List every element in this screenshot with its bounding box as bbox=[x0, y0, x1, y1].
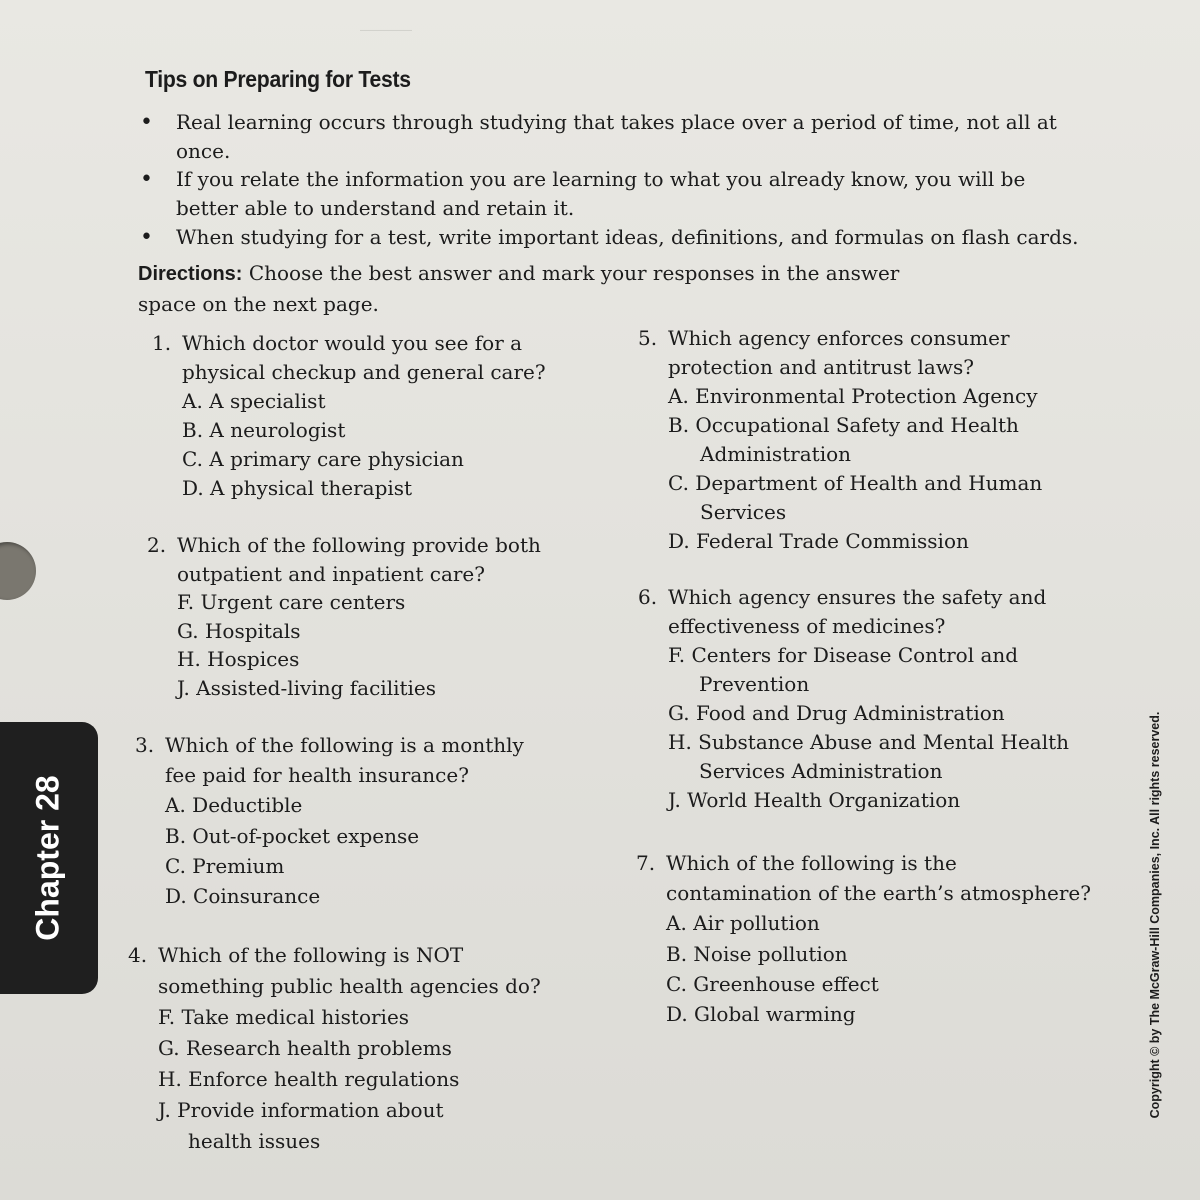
chapter-tab-label: Chapter 28 bbox=[29, 775, 66, 941]
stem-line: protection and antitrust laws? bbox=[668, 355, 974, 379]
question-number: 3. bbox=[135, 733, 155, 757]
answer-option[interactable]: C. Greenhouse effect bbox=[666, 971, 879, 996]
stem-line: Which of the following provide both bbox=[177, 533, 541, 557]
answer-option[interactable]: D. Federal Trade Commission bbox=[668, 529, 969, 553]
question-number: 6. bbox=[638, 585, 658, 609]
directions-text: Choose the best answer and mark your responses in the answer space on the next page. bbox=[138, 261, 900, 316]
question-3 bbox=[135, 730, 575, 911]
answer-option[interactable]: C. Premium bbox=[165, 853, 285, 878]
bullet-icon: • bbox=[140, 225, 153, 250]
tip-text: When studying for a test, write important ideas, definitions, and formulas on flash cards. bbox=[176, 225, 1079, 249]
question-5 bbox=[638, 324, 1088, 556]
tip-text: Real learning occurs through studying that takes place over a period of time, not all at once. bbox=[176, 110, 1057, 163]
tip-text: If you relate the information you are learning to what you already know, you will be better able to understand and retain it. bbox=[176, 167, 1026, 220]
question-number: 7. bbox=[636, 851, 656, 875]
tip-item bbox=[140, 165, 1080, 223]
answer-option[interactable]: D. A physical therapist bbox=[182, 476, 413, 500]
answer-option[interactable]: A. Deductible bbox=[165, 793, 303, 818]
question-7 bbox=[636, 848, 1096, 1029]
question-number: 5. bbox=[638, 326, 658, 350]
question-stem bbox=[638, 583, 1088, 612]
answer-option[interactable]: J. Assisted-living facilities bbox=[177, 675, 437, 700]
stem-line: effectiveness of medicines? bbox=[668, 614, 946, 638]
question-stem bbox=[636, 848, 1096, 878]
answer-option[interactable]: D. Global warming bbox=[666, 1002, 856, 1027]
answer-option-continuation: Prevention bbox=[699, 672, 810, 696]
page-title: Tips on Preparing for Tests bbox=[145, 66, 411, 92]
stem-line: outpatient and inpatient care? bbox=[177, 561, 485, 586]
tip-item bbox=[140, 223, 1080, 252]
stem-line: Which of the following is the bbox=[666, 851, 957, 875]
question-stem bbox=[638, 324, 1088, 353]
copyright-notice: Copyright © by The McGraw-Hill Companies, Inc. All rights reserved. bbox=[1148, 711, 1162, 1119]
question-2 bbox=[147, 531, 587, 702]
directions-label: Directions: bbox=[138, 263, 243, 285]
answer-option[interactable]: F. Centers for Disease Control and bbox=[668, 643, 1019, 667]
question-number: 2. bbox=[147, 533, 167, 557]
directions bbox=[138, 258, 918, 319]
question-stem bbox=[128, 940, 588, 971]
answer-option[interactable]: A. A specialist bbox=[182, 389, 326, 413]
answer-option-continuation: Administration bbox=[700, 442, 852, 466]
answer-option[interactable]: G. Food and Drug Administration bbox=[668, 701, 1005, 725]
stem-line: Which of the following is a monthly bbox=[165, 733, 524, 757]
answer-option[interactable]: G. Research health problems bbox=[158, 1036, 452, 1060]
stem-line: Which agency ensures the safety and bbox=[668, 585, 1047, 609]
stem-line: something public health agencies do? bbox=[158, 974, 541, 998]
binder-hole bbox=[0, 542, 36, 600]
answer-option[interactable]: B. A neurologist bbox=[182, 418, 346, 442]
answer-option[interactable]: G. Hospitals bbox=[177, 618, 301, 643]
tip-item bbox=[140, 108, 1080, 166]
answer-option[interactable]: H. Substance Abuse and Mental Health bbox=[668, 730, 1070, 754]
question-4 bbox=[128, 940, 588, 1157]
answer-option-continuation: Services bbox=[700, 500, 787, 524]
answer-option[interactable]: F. Urgent care centers bbox=[177, 590, 406, 614]
stem-line: contamination of the earth’s atmosphere? bbox=[666, 881, 1091, 906]
question-stem bbox=[152, 329, 592, 358]
answer-option[interactable]: B. Out-of-pocket expense bbox=[165, 823, 420, 848]
answer-option[interactable]: C. A primary care physician bbox=[182, 447, 464, 471]
answer-option[interactable]: F. Take medical histories bbox=[158, 1005, 410, 1029]
answer-option[interactable]: C. Department of Health and Human bbox=[668, 471, 1043, 495]
answer-option-continuation: health issues bbox=[188, 1129, 321, 1153]
question-stem bbox=[147, 531, 587, 560]
answer-option[interactable]: J. Provide information about bbox=[158, 1098, 444, 1122]
question-stem bbox=[135, 730, 575, 760]
answer-option[interactable]: B. Noise pollution bbox=[666, 941, 848, 966]
stem-line: physical checkup and general care? bbox=[182, 360, 546, 384]
answer-option[interactable]: D. Coinsurance bbox=[165, 884, 321, 909]
answer-option[interactable]: H. Hospices bbox=[177, 647, 300, 671]
answer-option[interactable]: B. Occupational Safety and Health bbox=[668, 413, 1019, 437]
answer-option[interactable]: H. Enforce health regulations bbox=[158, 1067, 460, 1091]
question-number: 4. bbox=[128, 943, 148, 967]
stem-line: Which of the following is NOT bbox=[158, 943, 464, 967]
stem-line: fee paid for health insurance? bbox=[165, 763, 469, 788]
stem-line: Which agency enforces consumer bbox=[668, 326, 1010, 350]
question-number: 1. bbox=[152, 331, 172, 355]
bullet-icon: • bbox=[140, 167, 153, 192]
question-6 bbox=[638, 583, 1088, 815]
bleed-through-text: ____ bbox=[360, 2, 412, 32]
tips-list bbox=[140, 108, 1080, 252]
question-1 bbox=[152, 329, 592, 503]
answer-option[interactable]: A. Air pollution bbox=[666, 911, 820, 936]
answer-option-continuation: Services Administration bbox=[699, 759, 943, 783]
answer-option[interactable]: J. World Health Organization bbox=[668, 788, 961, 812]
answer-option[interactable]: A. Environmental Protection Agency bbox=[668, 384, 1038, 408]
stem-line: Which doctor would you see for a bbox=[182, 331, 523, 355]
bullet-icon: • bbox=[140, 110, 153, 135]
